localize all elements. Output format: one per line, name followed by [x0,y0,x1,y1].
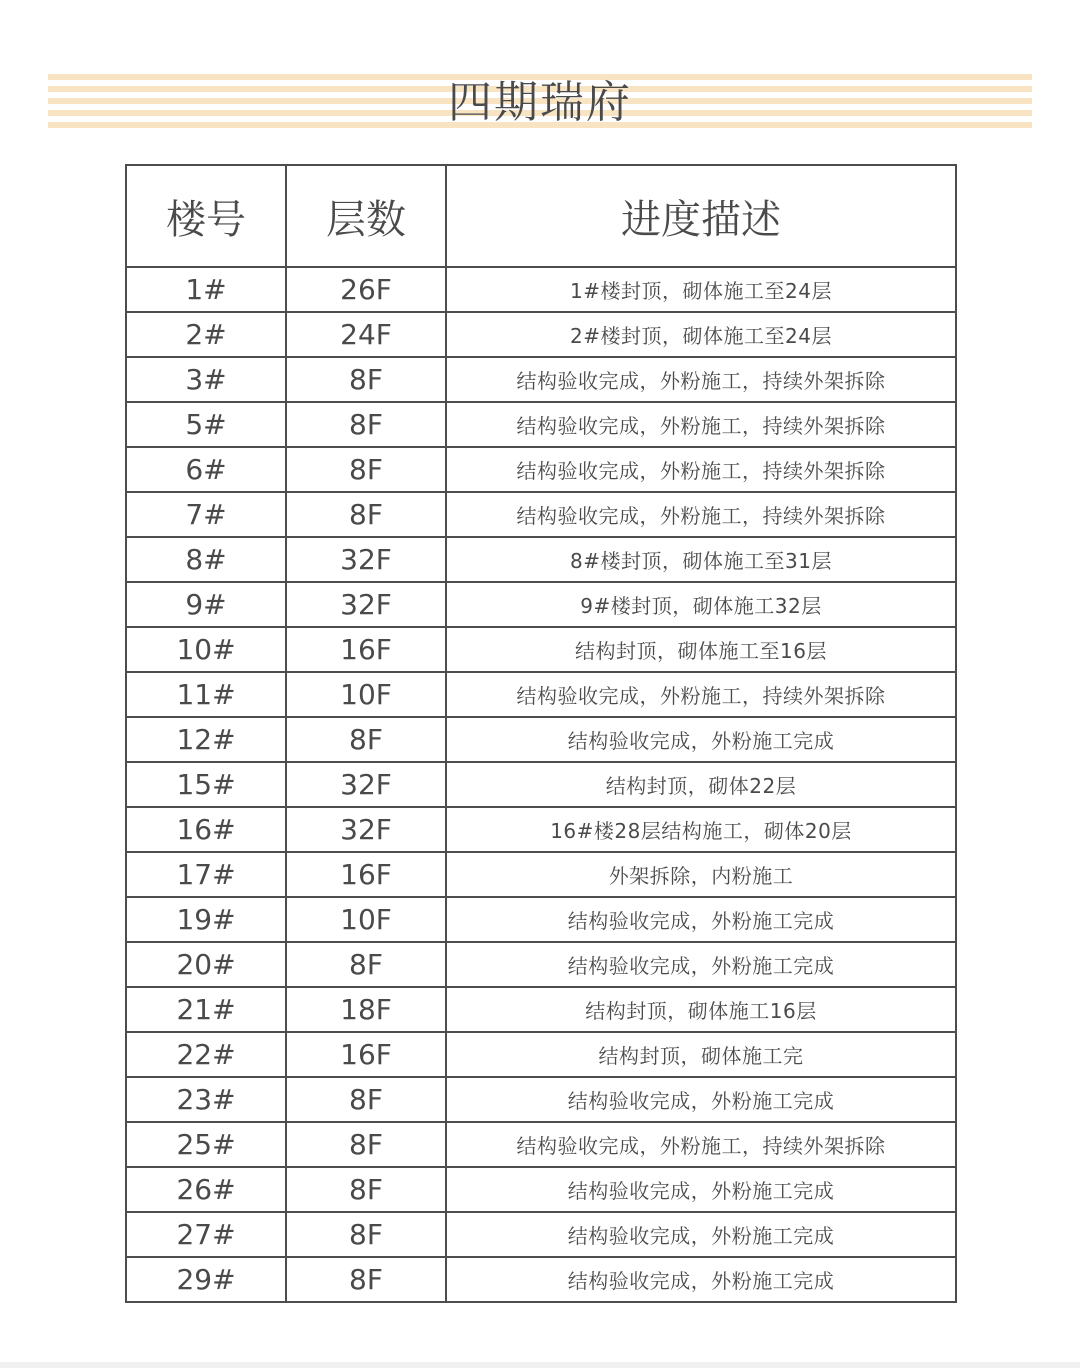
table-row [126,447,956,492]
building-number-cell: 6# [126,447,286,492]
progress-description-cell: 结构验收完成，外粉施工完成 [446,1077,956,1122]
building-number-cell: 2# [126,312,286,357]
table-row [126,492,956,537]
building-number-cell: 20# [126,942,286,987]
progress-description-cell: 结构验收完成，外粉施工，持续外架拆除 [446,447,956,492]
table-body [126,267,956,1302]
progress-description-cell: 结构验收完成，外粉施工完成 [446,717,956,762]
building-number-cell: 27# [126,1212,286,1257]
floor-count-cell: 8F [286,357,446,402]
table-row [126,807,956,852]
table-row [126,1032,956,1077]
floor-count-cell: 16F [286,1032,446,1077]
progress-description-cell: 16#楼28层结构施工，砌体20层 [446,807,956,852]
floor-count-cell: 26F [286,267,446,312]
header-building-number: 楼号 [126,165,286,267]
building-number-cell: 8# [126,537,286,582]
table-row [126,357,956,402]
building-number-cell: 7# [126,492,286,537]
progress-description-cell: 结构验收完成，外粉施工，持续外架拆除 [446,357,956,402]
progress-description-cell: 外架拆除，内粉施工 [446,852,956,897]
floor-count-cell: 8F [286,1167,446,1212]
progress-description-cell: 结构验收完成，外粉施工完成 [446,1212,956,1257]
table-row [126,627,956,672]
building-number-cell: 19# [126,897,286,942]
table-row [126,267,956,312]
progress-description-cell: 结构封顶，砌体施工至16层 [446,627,956,672]
building-number-cell: 15# [126,762,286,807]
floor-count-cell: 8F [286,942,446,987]
progress-description-cell: 结构封顶，砌体施工16层 [446,987,956,1032]
progress-table [125,164,957,1303]
building-number-cell: 10# [126,627,286,672]
floor-count-cell: 10F [286,897,446,942]
page-title: 四期瑞府 [448,77,632,128]
floor-count-cell: 8F [286,1257,446,1302]
floor-count-cell: 10F [286,672,446,717]
table-row [126,582,956,627]
table-row [126,1212,956,1257]
progress-description-cell: 结构验收完成，外粉施工完成 [446,942,956,987]
floor-count-cell: 32F [286,762,446,807]
progress-description-cell: 8#楼封顶，砌体施工至31层 [446,537,956,582]
header-progress-description: 进度描述 [446,165,956,267]
progress-description-cell: 结构验收完成，外粉施工，持续外架拆除 [446,1122,956,1167]
progress-description-cell: 结构验收完成，外粉施工完成 [446,1167,956,1212]
floor-count-cell: 8F [286,1077,446,1122]
progress-description-cell: 结构验收完成，外粉施工，持续外架拆除 [446,402,956,447]
table-row [126,897,956,942]
progress-description-cell: 结构封顶，砌体施工完 [446,1032,956,1077]
floor-count-cell: 24F [286,312,446,357]
table-row [126,672,956,717]
floor-count-cell: 8F [286,492,446,537]
table-row [126,942,956,987]
progress-description-cell: 2#楼封顶，砌体施工至24层 [446,312,956,357]
building-number-cell: 12# [126,717,286,762]
building-number-cell: 22# [126,1032,286,1077]
table-row [126,537,956,582]
building-number-cell: 23# [126,1077,286,1122]
progress-description-cell: 结构验收完成，外粉施工完成 [446,1257,956,1302]
building-number-cell: 9# [126,582,286,627]
building-number-cell: 25# [126,1122,286,1167]
floor-count-cell: 8F [286,1122,446,1167]
header-floor-count: 层数 [286,165,446,267]
floor-count-cell: 32F [286,582,446,627]
floor-count-cell: 18F [286,987,446,1032]
table-row [126,1077,956,1122]
table-row [126,987,956,1032]
progress-description-cell: 1#楼封顶，砌体施工至24层 [446,267,956,312]
floor-count-cell: 32F [286,537,446,582]
progress-description-cell: 9#楼封顶，砌体施工32层 [446,582,956,627]
floor-count-cell: 8F [286,1212,446,1257]
building-number-cell: 29# [126,1257,286,1302]
building-number-cell: 5# [126,402,286,447]
floor-count-cell: 16F [286,852,446,897]
building-number-cell: 11# [126,672,286,717]
table-row [126,1122,956,1167]
table-row [126,312,956,357]
table-row [126,402,956,447]
floor-count-cell: 8F [286,447,446,492]
table-row [126,717,956,762]
table-row [126,852,956,897]
bottom-divider [0,1362,1080,1368]
progress-description-cell: 结构验收完成，外粉施工完成 [446,897,956,942]
floor-count-cell: 8F [286,402,446,447]
progress-description-cell: 结构验收完成，外粉施工，持续外架拆除 [446,672,956,717]
progress-description-cell: 结构验收完成，外粉施工，持续外架拆除 [446,492,956,537]
building-number-cell: 26# [126,1167,286,1212]
table-row [126,1167,956,1212]
progress-description-cell: 结构封顶，砌体22层 [446,762,956,807]
floor-count-cell: 32F [286,807,446,852]
floor-count-cell: 8F [286,717,446,762]
building-number-cell: 21# [126,987,286,1032]
building-number-cell: 3# [126,357,286,402]
table-header-row [126,165,956,267]
table-row [126,762,956,807]
building-number-cell: 16# [126,807,286,852]
floor-count-cell: 16F [286,627,446,672]
table-row [126,1257,956,1302]
building-number-cell: 17# [126,852,286,897]
building-number-cell: 1# [126,267,286,312]
